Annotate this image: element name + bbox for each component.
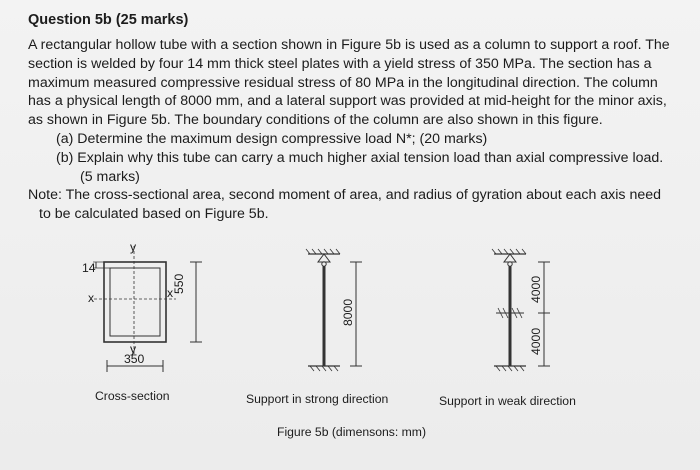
note-line-2: to be calculated based on Figure 5b. [39,206,269,223]
section-axis-y-top: y [130,240,137,254]
thickness-label: 14 [82,261,96,275]
paragraph-line: has a physical length of 8000 mm, and a lateral support was provided at mid-height for the minor axis, [28,93,667,110]
strong-length-label: 8000 [341,298,355,326]
cross-section-drawing [93,246,202,372]
paragraph-line: as shown in Figure 5b. The boundary conditions of the column are also shown in this figure. [28,112,603,129]
paragraph-line: A rectangular hollow tube with a section shown in Figure 5b is used as a column to support a roof. The [28,37,670,53]
caption-weak-direction: Support in weak direction [439,394,576,408]
section-width-label: 350 [124,352,145,366]
section-axis-x-left: x [88,291,95,305]
section-height-label: 550 [172,273,186,294]
weak-lower-length-label: 4000 [529,327,543,355]
question-title: Question 5b (25 marks) [28,12,189,28]
part-b-marks: (5 marks) [80,168,140,185]
section-axis-y-bottom: y [130,342,137,356]
section-axis-x-right: x [167,286,174,300]
paragraph-line: maximum measured compressive residual stress of 80 MPa in the longitudinal direction. The column [28,74,658,91]
part-b: (b) Explain why this tube can carry a much higher axial tension load than axial compressive load. [56,149,664,166]
note-line: Note: The cross-sectional area, second moment of area, and radius of gyration about each axis need [28,187,662,204]
caption-strong-direction: Support in strong direction [246,392,389,406]
weak-upper-length-label: 4000 [529,275,543,303]
caption-cross-section: Cross-section [95,389,170,403]
paragraph-line: section is welded by four 14 mm thick steel plates with a yield stress of 350 MPa. The section has a [28,55,652,72]
part-a: (a) Determine the maximum design compressive load N*; (20 marks) [56,130,488,147]
figure-caption: Figure 5b (dimensons: mm) [277,425,427,439]
